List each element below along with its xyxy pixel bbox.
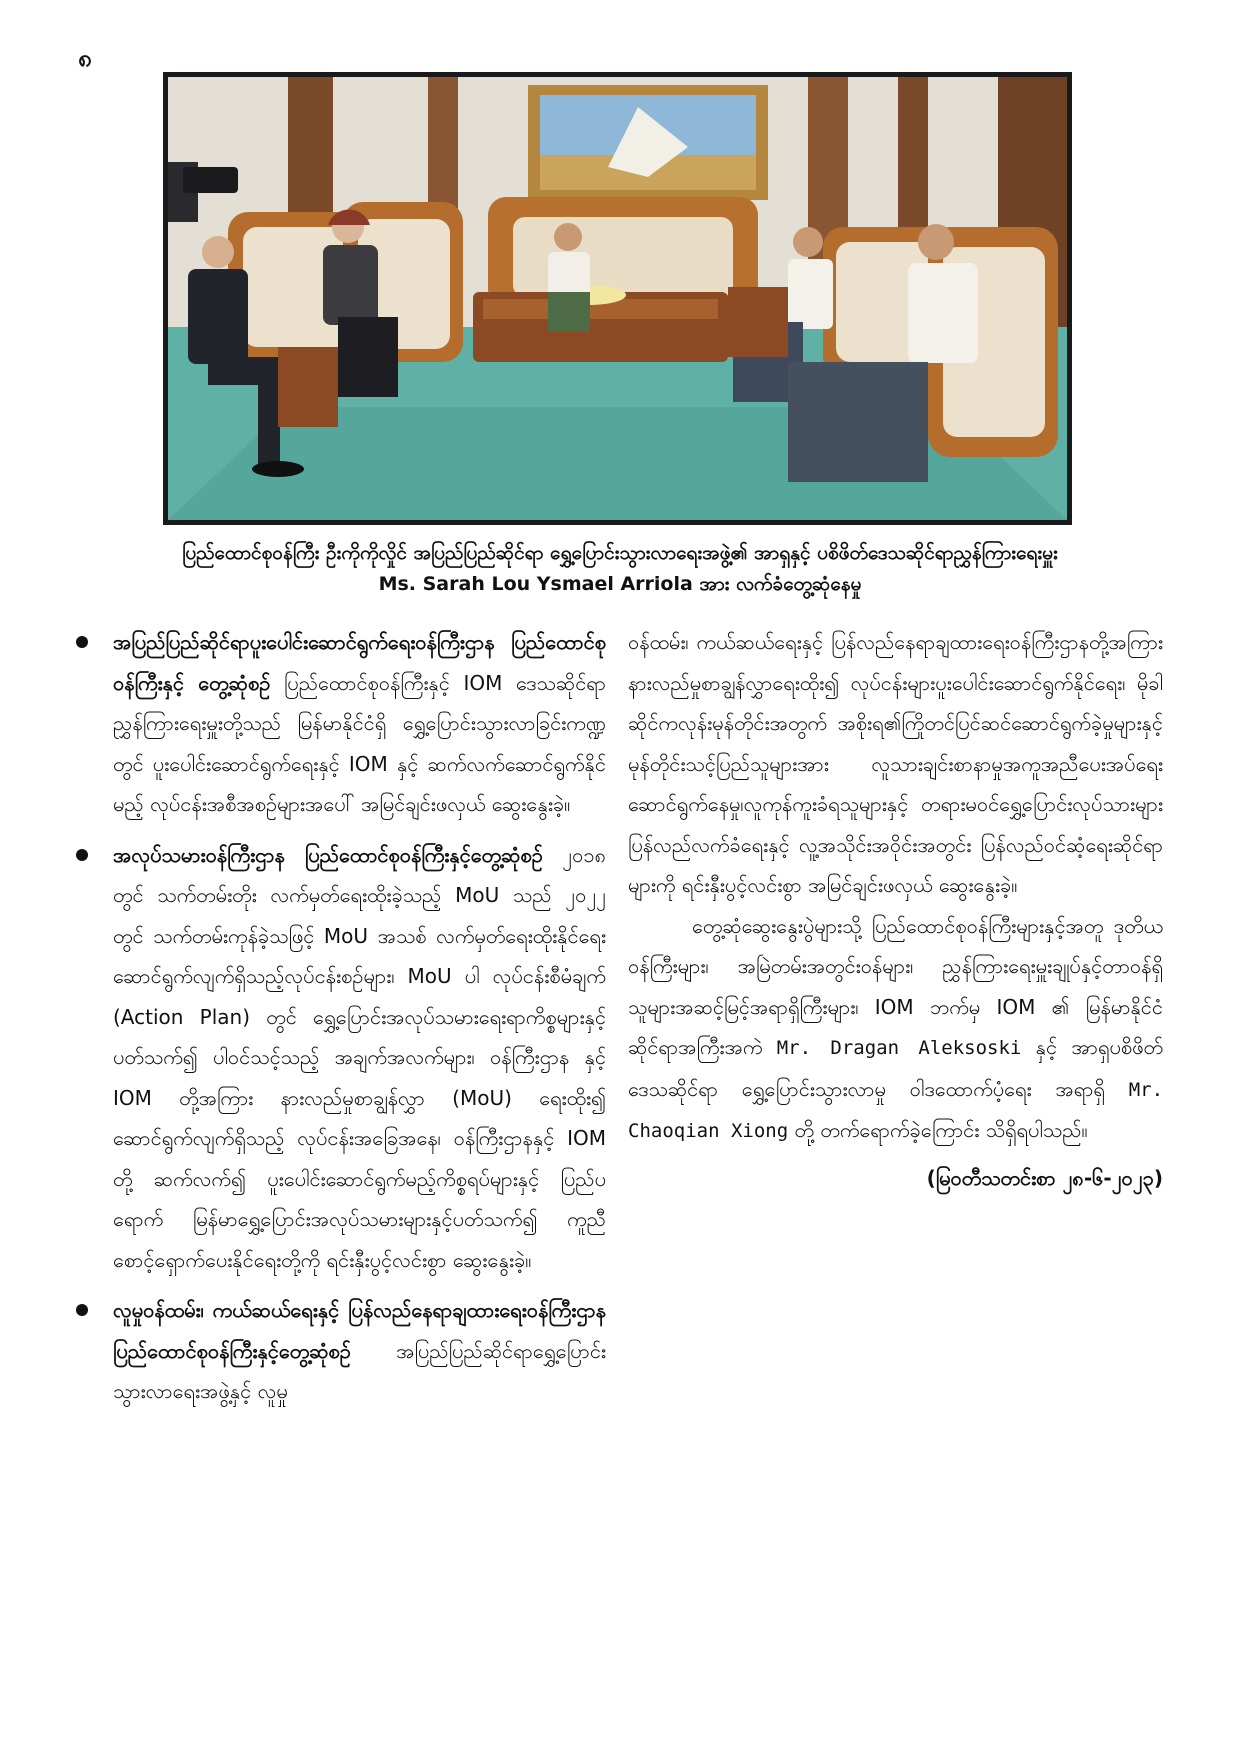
continuation-paragraph: ဝန်ထမ်း၊ ကယ်ဆယ်ရေးနှင့် ပြန်လည်နေရာချထားရေးဝန်ကြီးဌာနတို့အကြား နားလည်မှုစာချွန်လွှာရေးထိုး၍ လုပ်ငန်းများပူးပေါင်းဆောင်ရွက်နိုင်ရေး၊ မိုခါဆိုင်ကလုန်းမုန်တိုင်းအတွက် အစိုးရ၏ကြိုတင်ပြင်ဆင်ဆောင်ရွက်ခဲ့မှုများနှင့် မုန်တိုင်းသင့်ပြည်သူများအား လူသားချင်းစာနာမှုအကူအညီပေးအပ်ရေးဆောင်ရွက်နေမှု၊လူကုန်ကူးခံရသူများနှင့် တရားမဝင်ရွှေ့ပြောင်းလုပ်သားများ ပြန်လည်လက်ခံရေးနှင့် လူ့အသိုင်းအဝိုင်းအတွင်း ပြန်လည်ဝင်ဆံ့ရေးဆိုင်ရာများကို ရင်းနှီးပွင့်လင်းစွာ အမြင်ချင်းဖလှယ် ဆွေးနွေးခဲ့။: [628, 630, 1163, 897]
bullet-lead: လူမှုဝန်ထမ်း၊ ကယ်ဆယ်ရေးနှင့် ပြန်လည်နေရာချထားရေးဝန်ကြီးဌာန ပြည်ထောင်စုဝန်ကြီးနှင့်တွေ့ဆုံစဉ်: [113, 1298, 606, 1363]
news-source: (မြဝတီသတင်းစာ ၂၈-၆-၂၀၂၃): [926, 1165, 1163, 1190]
bullet-item-social-welfare: [76, 1290, 606, 1412]
attendees-text-c: တို့ တက်ရောက်ခဲ့ကြောင်း သိရှိရပါသည်။: [788, 1118, 1088, 1142]
bullet-icon: [76, 636, 88, 648]
bullet-text: အပြည်ပြည်ဆိုင်ရာရွှေ့ပြောင်းသွားလာရေးအဖွဲ့နှင့် လူမှု: [113, 1338, 606, 1403]
bullet-icon: [76, 849, 88, 861]
bullet-lead: အပြည်ပြည်ဆိုင်ရာပူးပေါင်းဆောင်ရွက်ရေးဝန်ကြီးဌာန ပြည်ထောင်စုဝန်ကြီးနှင့် တွေ့ဆုံစဉ်: [113, 630, 606, 695]
caption-line-1: ပြည်ထောင်စုဝန်ကြီး ဦးကိုကိုလှိုင် အပြည်ပြည်ဆိုင်ရာ ရွှေ့ပြောင်းသွားလာရေးအဖွဲ့၏ အာရှနှင့် ပစိဖိတ်ဒေသဆိုင်ရာညွှန်ကြားရေးမှူး: [182, 542, 1058, 564]
attendees-text-a: တွေ့ဆုံဆွေးနွေးပွဲများသို့ ပြည်ထောင်စုဝန်ကြီးများနှင့်အတူ ဒုတိယဝန်ကြီးများ၊ အမြဲတမ်းအတွင်းဝန်များ၊ ညွှန်ကြားရေးမှူးချုပ်နှင့်တာဝန်ရှိသူများအဆင့်မြင့်အရာရှိကြီးများ၊ IOM ဘက်မှ IOM ၏ မြန်မာနိုင်ငံဆိုင်ရာအကြီးအကဲ: [628, 913, 1163, 1059]
attendee-name-1: Mr. Dragan Aleksoski: [776, 1037, 1022, 1059]
meeting-photo-illustration: [168, 77, 1067, 520]
attendees-paragraph: [628, 906, 1163, 1152]
bullet-icon: [76, 1304, 88, 1316]
photo-caption: [70, 538, 1170, 600]
attendees-text-b: နှင့် အာရှပစိဖိတ်ဒေသဆိုင်ရာ ရွှေ့ပြောင်းသွားလာမှု ဝါဒထောက်ပံ့ရေး အရာရှိ: [628, 1035, 1164, 1101]
meeting-photo: [163, 72, 1072, 525]
bullet-text: ၂၀၁၈ တွင် သက်တမ်းတိုး လက်မှတ်ရေးထိုးခဲ့သည့် MoU သည် ၂၀၂၂ တွင် သက်တမ်းကုန်ခဲ့သဖြင့် MoU အသစ် လက်မှတ်ရေးထိုးနိုင်ရေး ဆောင်ရွက်လျက်ရှိသည့်လုပ်ငန်းစဉ်များ၊ MoU ပါ လုပ်ငန်းစီမံချက် (Action Plan) တွင် ရွှေ့ပြောင်းအလုပ်သမားရေးရာကိစ္စများနှင့် ပတ်သက်၍ ပါဝင်သင့်သည့် အချက်အလက်များ၊ ဝန်ကြီးဌာန နှင့် IOM တို့အကြား နားလည်မှုစာချွန်လွှာ (MoU) ရေးထိုး၍ ဆောင်ရွက်လျက်ရှိသည့် လုပ်ငန်းအခြေအနေ၊ ဝန်ကြီးဌာနနှင့် IOM တို့ ဆက်လက်၍ ပူးပေါင်းဆောင်ရွက်မည့်ကိစ္စရပ်များနှင့် ပြည်ပရောက် မြန်မာရွှေ့ပြောင်းအလုပ်သမားများနှင့်ပတ်သက်၍ ကူညီစောင့်ရှောက်ပေးနိုင်ရေးတို့ကို ရင်းနှီးပွင့်လင်းစွာ ဆွေးနွေးခဲ့။: [113, 842, 606, 1272]
caption-line-2: Ms. Sarah Lou Ysmael Arriola အား လက်ခံတွေ့ဆုံနေမှု: [378, 573, 862, 595]
bullet-text: ပြည်ထောင်စုဝန်ကြီးနှင့် IOM ဒေသဆိုင်ရာ ညွှန်ကြားရေးမှူးတို့သည် မြန်မာနိုင်ငံရှိ ရွှေ့ပြောင်းသွားလာခြင်းကဏ္ဍတွင် ပူးပေါင်းဆောင်ရွက်ရေးနှင့် IOM နှင့် ဆက်လက်ဆောင်ရွက်နိုင်မည့် လုပ်ငန်းအစီအစဉ်များအပေါ် အမြင်ချင်းဖလှယ် ဆွေးနွေးခဲ့။: [113, 670, 607, 816]
right-column: [628, 622, 1163, 1198]
bullet-lead: အလုပ်သမားဝန်ကြီးဌာန ပြည်ထောင်စုဝန်ကြီးနှင့်တွေ့ဆုံစဉ်: [113, 842, 543, 867]
attendee-name-2: Mr. Chaoqian Xiong: [628, 1078, 1164, 1142]
left-column: [76, 622, 606, 1422]
bullet-item-labour: [76, 835, 606, 1281]
page-number: ၈: [78, 44, 92, 72]
bullet-item-foreign-affairs: [76, 622, 606, 825]
